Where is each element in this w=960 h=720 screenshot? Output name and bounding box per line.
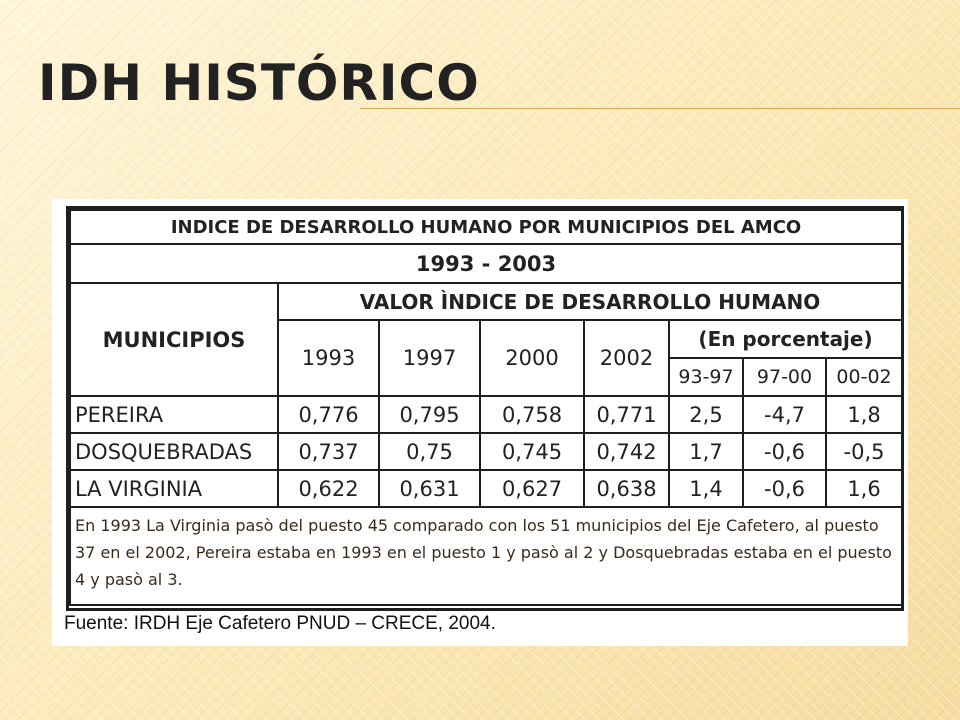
pct-value-cell: -4,7: [743, 396, 826, 433]
pct-value-cell: 1,4: [669, 470, 743, 507]
table-period: 1993 - 2003: [70, 244, 902, 283]
pct-period-header: 00-02: [826, 358, 902, 396]
year-header: 2000: [480, 320, 584, 396]
table-title: INDICE DE DESARROLLO HUMANO POR MUNICIPIOS DEL AMCO: [70, 210, 902, 244]
idh-value-cell: 0,795: [379, 396, 480, 433]
year-header: 2002: [584, 320, 669, 396]
idh-table-frame: [66, 206, 904, 611]
pct-value-cell: 1,8: [826, 396, 902, 433]
idh-value-cell: 0,75: [379, 433, 480, 470]
pct-period-header: 93-97: [669, 358, 743, 396]
pct-value-cell: -0,5: [826, 433, 902, 470]
pct-value-cell: 1,7: [669, 433, 743, 470]
idh-value-cell: 0,771: [584, 396, 669, 433]
idh-value-cell: 0,742: [584, 433, 669, 470]
idh-table: [69, 209, 903, 606]
slide-title: IDH HISTÓRICO: [38, 54, 480, 112]
valor-header: VALOR ÌNDICE DE DESARROLLO HUMANO: [278, 283, 902, 320]
municipios-header: MUNICIPIOS: [70, 283, 278, 396]
idh-value-cell: 0,745: [480, 433, 584, 470]
idh-value-cell: 0,631: [379, 470, 480, 507]
pct-period-header: 97-00: [743, 358, 826, 396]
idh-value-cell: 0,627: [480, 470, 584, 507]
idh-value-cell: 0,638: [584, 470, 669, 507]
pct-value-cell: 1,6: [826, 470, 902, 507]
table-figure: [52, 199, 908, 646]
idh-value-cell: 0,737: [278, 433, 379, 470]
table-row: [70, 470, 902, 507]
title-underline: [360, 108, 960, 109]
year-header: 1997: [379, 320, 480, 396]
table-note: En 1993 La Virginia pasò del puesto 45 comparado con los 51 municipios del Eje Cafetero, al puesto 37 en el 2002, Pereira estaba en 1993 en el puesto 1 y pasò al 2 y Dosquebradas estaba en el puesto 4 y pasò al 3.: [70, 507, 902, 605]
idh-value-cell: 0,622: [278, 470, 379, 507]
source-caption: Fuente: IRDH Eje Cafetero PNUD – CRECE, 2004.: [64, 613, 496, 634]
idh-value-cell: 0,776: [278, 396, 379, 433]
municipio-cell: DOSQUEBRADAS: [70, 433, 278, 470]
percentage-header: (En porcentaje): [669, 320, 902, 358]
municipio-cell: PEREIRA: [70, 396, 278, 433]
pct-value-cell: -0,6: [743, 433, 826, 470]
pct-value-cell: 2,5: [669, 396, 743, 433]
municipio-cell: LA VIRGINIA: [70, 470, 278, 507]
pct-value-cell: -0,6: [743, 470, 826, 507]
idh-value-cell: 0,758: [480, 396, 584, 433]
year-header: 1993: [278, 320, 379, 396]
table-row: [70, 396, 902, 433]
table-row: [70, 433, 902, 470]
